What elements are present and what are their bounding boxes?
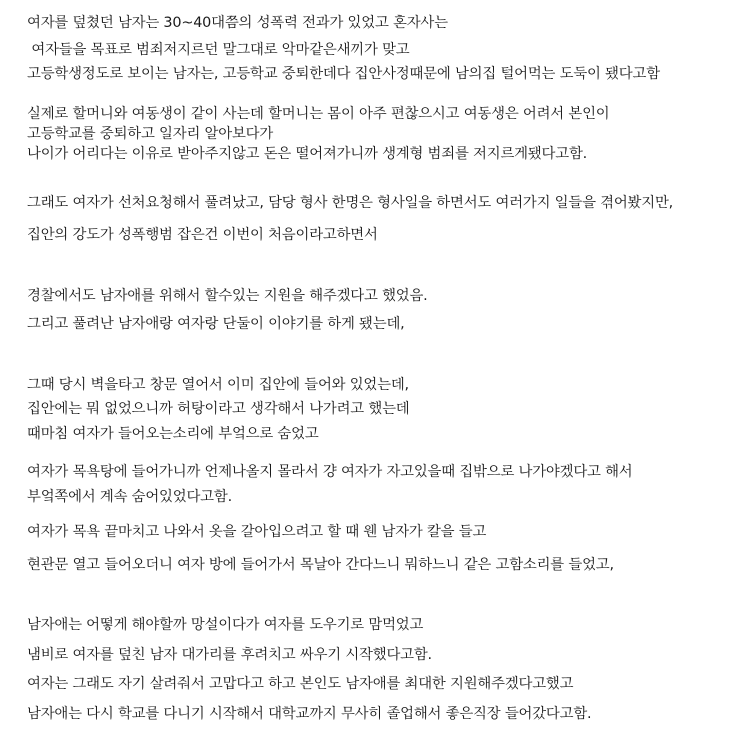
text-line: 집안에는 뭐 없었으니까 허탕이라고 생각해서 나가려고 했는데 xyxy=(27,401,410,417)
text-line: 집안의 강도가 성폭행범 잡은건 이번이 처음이라고하면서 xyxy=(27,227,378,243)
text-line: 고등학교를 중퇴하고 일자리 알아보다가 xyxy=(27,126,274,142)
text-line: 여자를 덮쳤던 남자는 30~40대쯤의 성폭력 전과가 있었고 혼자사는 xyxy=(27,15,448,31)
text-line: 여자가 목욕탕에 들어가니까 언제나올지 몰라서 걍 여자가 자고있을때 집밖으로 나가야겠다고 해서 xyxy=(27,464,633,480)
text-line: 그때 당시 벽을타고 창문 열어서 이미 집안에 들어와 있었는데, xyxy=(27,377,409,393)
text-line: 그래도 여자가 선처요청해서 풀려났고, 담당 형사 한명은 형사일을 하면서도 여러가지 일들을 겪어봤지만, xyxy=(27,195,674,211)
text-line: 고등학생정도로 보이는 남자는, 고등학교 중퇴한데다 집안사정때문에 남의집 털어먹는 도둑이 됐다고함 xyxy=(27,66,660,82)
text-line: 현관문 열고 들어오더니 여자 방에 들어가서 목날아 간다느니 뭐하느니 같은 고함소리를 들었고, xyxy=(27,557,614,573)
text-line: 여자들을 목표로 범죄저지르던 말그대로 악마같은새끼가 맞고 xyxy=(27,42,410,58)
text-line: 경찰에서도 남자애를 위해서 할수있는 지원을 해주겠다고 했었음. xyxy=(27,288,428,304)
text-line: 여자는 그래도 자기 살려줘서 고맙다고 하고 본인도 남자애를 최대한 지원해주겠다고했고 xyxy=(27,676,574,692)
text-line: 냄비로 여자를 덮친 남자 대가리를 후려치고 싸우기 시작했다고함. xyxy=(27,647,432,663)
text-line: 때마침 여자가 들어오는소리에 부엌으로 숨었고 xyxy=(27,426,319,442)
text-line: 남자애는 어떻게 해야할까 망설이다가 여자를 도우기로 맘먹었고 xyxy=(27,617,424,633)
text-line: 부엌쪽에서 계속 숨어있었다고함. xyxy=(27,489,232,505)
text-line: 실제로 할머니와 여동생이 같이 사는데 할머니는 몸이 아주 편찮으시고 여동생은 어려서 본인이 xyxy=(27,106,610,122)
text-line: 그리고 풀려난 남자애랑 여자랑 단둘이 이야기를 하게 됐는데, xyxy=(27,316,405,332)
text-line: 여자가 목욕 끝마치고 나와서 옷을 갈아입으려고 할 때 웬 남자가 칼을 들고 xyxy=(27,524,487,540)
text-line: 남자애는 다시 학교를 다니기 시작해서 대학교까지 무사히 졸업해서 좋은직장 들어갔다고함. xyxy=(27,706,592,722)
text-line: 나이가 어리다는 이유로 받아주지않고 돈은 떨어져가니까 생계형 범죄를 저지르게됐다고함. xyxy=(27,146,588,162)
